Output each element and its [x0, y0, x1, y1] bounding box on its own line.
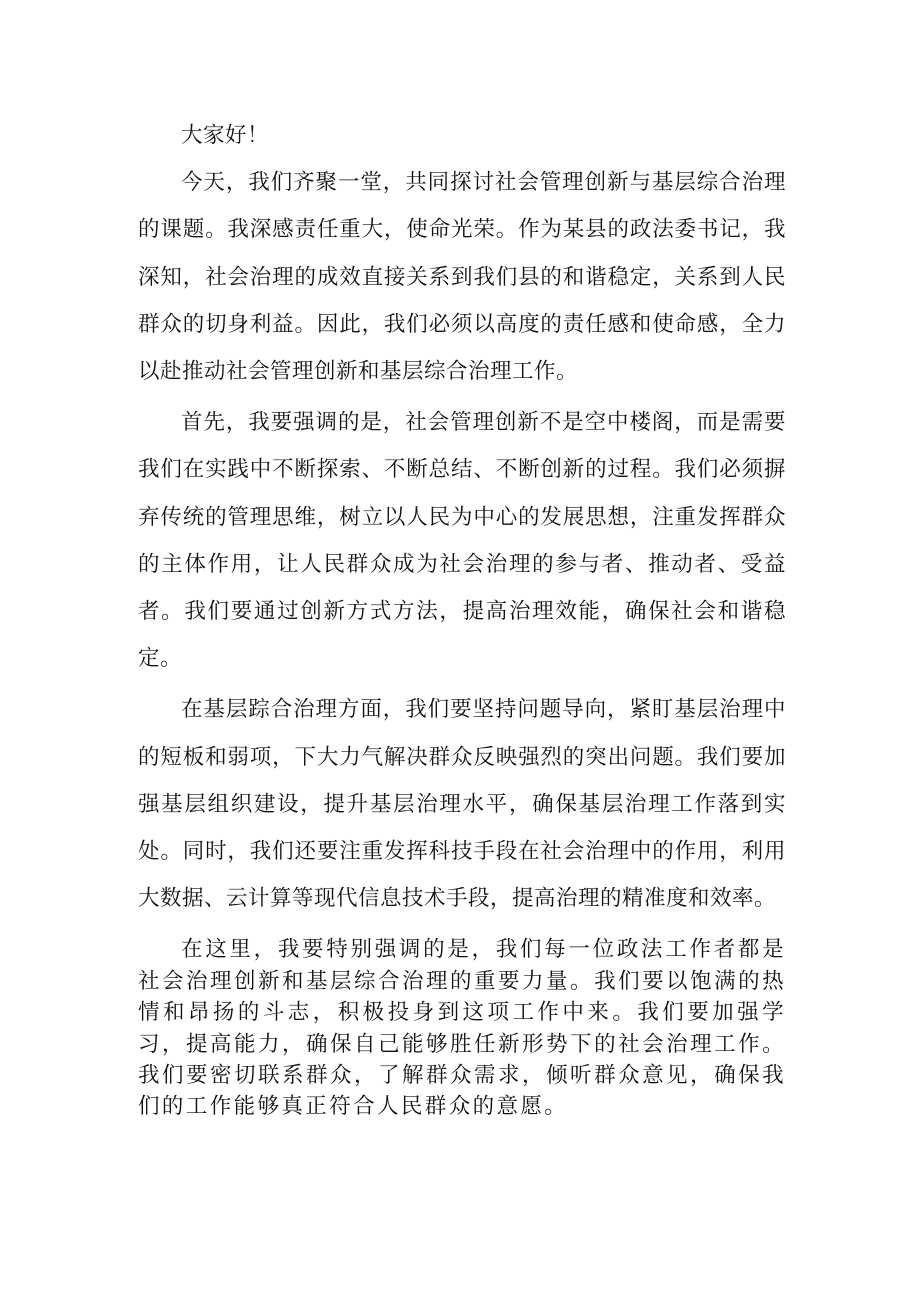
paragraph-opening: 今天，我们齐聚一堂，共同探讨社会管理创新与基层综合治理的课题。我深感责任重大，使命光荣。作为某县的政法委书记，我深知，社会治理的成效直接关系到我们县的和谐稳定，关系到人民群众的切身利益。因此，我们必须以高度的责任感和使命感，全力以赴推动社会管理创新和基层综合治理工作。 — [138, 170, 786, 385]
speech-document — [138, 112, 786, 1123]
paragraph-closing: 在这里，我要特别强调的是，我们每一位政法工作者都是社会治理创新和基层综合治理的重要力量。我们要以饱满的热情和昂扬的斗志，积极投身到这项工作中来。我们要加强学习，提高能力，确保自己能够胜任新形势下的社会治理工作。我们要密切联系群众，了解群众需求，倾听群众意见，确保我们的工作能够真正符合人民群众的意愿。 — [138, 937, 786, 1120]
greeting: 大家好！ — [181, 123, 270, 148]
paragraph-innovation: 首先，我要强调的是，社会管理创新不是空中楼阁，而是需要我们在实践中不断探索、不断总结、不断创新的过程。我们必须摒弃传统的管理思维，树立以人民为中心的发展思想，注重发挥群众的主体作用，让人民群众成为社会治理的参与者、推动者、受益者。我们要通过创新方式方法，提高治理效能，确保社会和谐稳定。 — [138, 410, 786, 672]
paragraph-grassroots-governance: 在基层踪合治理方面，我们要坚持问题导向，紧盯基层治理中的短板和弱项，下大力气解决群众反映强烈的突出问题。我们要加强基层组织建设，提升基层治理水平，确保基层治理工作落到实处。同时，我们还要注重发挥科技手段在社会治理中的作用，利用大数据、云计算等现代信息技术手段，提高治理的精准度和效率。 — [138, 697, 786, 912]
